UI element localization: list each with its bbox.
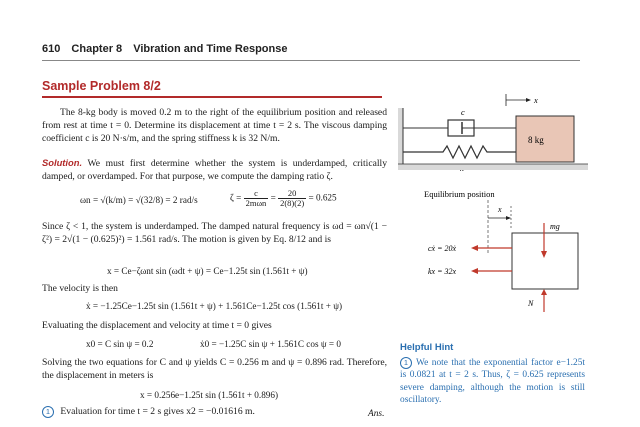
helpful-hint-body [400, 357, 585, 406]
solving-text: Solving the two equations for C and ψ yields C = 0.256 m and ψ = 0.896 rad. Therefore, the displacement in meters is [42, 357, 387, 381]
chapter-title: Vibration and Time Response [133, 43, 288, 55]
eq-xdot: ẋ = −1.25Ce−1.25t sin (1.561t + ψ) + 1.561Ce−1.25t cos (1.561t + ψ) [86, 301, 343, 311]
page-number: 610 [42, 43, 61, 55]
label-c: c [461, 107, 465, 117]
evaluation-text: Evaluation for time t = 2 s gives x2 = −0.01616 m. [60, 406, 255, 418]
answer-label: Ans. [368, 409, 385, 419]
eq-zeta-eq: = [270, 192, 276, 203]
helpful-hint-text: We note that the exponential factor e−1.25t is 0.0821 at t = 2 s. Thus, ζ = 0.625 represents severe damping, although the motion is still oscillatory. [400, 358, 585, 405]
eq-zeta [230, 189, 337, 208]
eq-final: x = 0.256e−1.25t sin (1.561t + 0.896) [140, 390, 279, 400]
x2-arrow-head [506, 216, 511, 220]
problem-statement: The 8-kg body is moved 0.2 m to the right of the equilibrium position and released from rest at time t = 0. Determine its displacement at time t = 2 s. The viscous damping coefficient c is 20 N·s/m, and the spring stiffness k is 32 N/m. [42, 107, 387, 144]
eq-zeta-lhs: ζ = [230, 192, 242, 203]
ground [398, 164, 588, 170]
damper-force-label: cẋ = 20ẋ [428, 244, 457, 253]
equilibrium-label-line: Equilibrium position [424, 189, 495, 199]
hint-marker-1: 1 [42, 406, 54, 418]
solution-intro-text: We must first determine whether the system is underdamped, critically damped, or overdamped. For that purpose, we compute the damping ratio ζ. [42, 158, 387, 182]
solution-intro [42, 157, 387, 184]
eq-zeta-frac2-num: 20 [278, 189, 306, 199]
label-x2: x [498, 205, 502, 214]
wall [398, 108, 403, 170]
eq-xdot0: ẋ0 = −1.25C sin ψ + 1.561C cos ψ = 0 [200, 339, 341, 349]
eq-zeta-rhs: = 0.625 [308, 192, 337, 203]
underdamped-text: Since ζ < 1, the system is underdamped. The damped natural frequency is ωd = ωn√(1 − ζ²) = 2√(1 − (0.625)²) = 1.561 rad/s. The motion is given by Eq. 8/12 and is [42, 221, 387, 245]
spring-force-label: kx = 32x [428, 267, 457, 276]
chapter-label: Chapter 8 [71, 43, 123, 55]
mass-block [516, 116, 574, 162]
normal-arrow-head [541, 289, 547, 295]
eq-omega-n: ωn = √(k/m) = √(32/8) = 2 rad/s [80, 195, 198, 205]
evaluation-line [42, 406, 255, 418]
eq-zeta-frac2-den: 2(8)(2) [280, 198, 305, 208]
helpful-hint-title: Helpful Hint [400, 342, 454, 353]
eq-x: x = Ce−ζωnt sin (ωdt + ψ) = Ce−1.25t sin (1.561t + ψ) [107, 266, 308, 276]
label-x: x [534, 95, 538, 105]
eq-zeta-frac1-num: c [244, 189, 269, 199]
velocity-text: The velocity is then [42, 283, 118, 294]
eq-zeta-frac2 [278, 189, 306, 208]
figure [398, 88, 588, 313]
evaluating-text: Evaluating the displacement and velocity at time t = 0 gives [42, 320, 272, 331]
x-arrow-head [526, 98, 531, 102]
eq-x0: x0 = C sin ψ = 0.2 [86, 339, 154, 349]
mg-label: mg [550, 222, 560, 231]
mass-label: 8 kg [528, 135, 544, 145]
header-rule [42, 60, 580, 61]
title-rule [42, 96, 382, 98]
hint-marker-icon: 1 [400, 357, 412, 369]
page-header [42, 43, 287, 55]
fbd-box [512, 233, 578, 289]
equilibrium-label [424, 189, 495, 199]
spring [403, 146, 516, 158]
sample-problem-title: Sample Problem 8/2 [42, 79, 161, 93]
normal-label: N [528, 299, 534, 308]
damper-force-head [471, 245, 478, 251]
spring-force-head [471, 268, 478, 274]
eq-zeta-frac1 [244, 189, 269, 208]
eq-zeta-frac1-den: 2mωn [245, 198, 267, 208]
solution-label: Solution. [42, 157, 83, 168]
